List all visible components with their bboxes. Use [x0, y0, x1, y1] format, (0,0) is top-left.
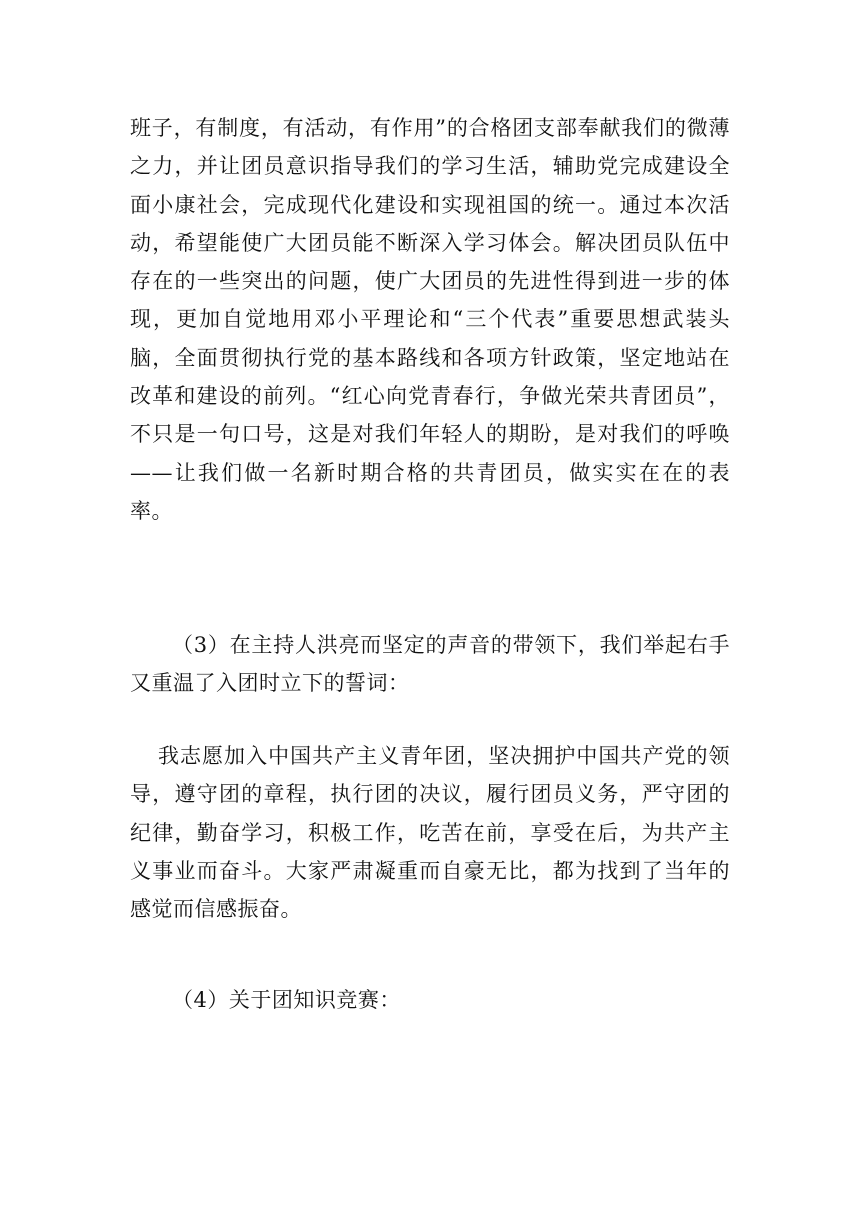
oath-text-paragraph: 我志愿加入中国共产主义青年团，坚决拥护中国共产党的领导，遵守团的章程，执行团的决议，履行团员义务，严守团的纪律，勤奋学习，积极工作，吃苦在前，享受在后，为共产主义事业而奋斗。大家严肃凝重而自豪无比，都为找到了当年的感觉而信感振奋。 [130, 744, 730, 922]
oath-intro-paragraph: （3）在主持人洪亮而坚定的声音的带领下，我们举起右手又重温了入团时立下的誓词： [130, 633, 730, 696]
quiz-heading-paragraph: （4）关于团知识竞赛： [172, 988, 401, 1012]
body-paragraph: 班子，有制度，有活动，有作用”的合格团支部奉献我们的微薄之力，并让团员意识指导我们的学习生活，辅助党完成建设全面小康社会，完成现代化建设和实现祖国的统一。通过本次活动，希望能使广大团员能不断深入学习体会。解决团员队伍中存在的一些突出的问题，使广大团员的先进性得到进一步的体现，更加自觉地用邓小平理论和“三个代表”重要思想武装头脑，全面贯彻执行党的基本路线和各项方针政策，坚定地站在改革和建设的前列。“红心向党青春行，争做光荣共青团员”，不只是一句口号，这是对我们年轻人的期盼，是对我们的呼唤——让我们做一名新时期合格的共青团员，做实实在在的表率。 [130, 116, 730, 523]
